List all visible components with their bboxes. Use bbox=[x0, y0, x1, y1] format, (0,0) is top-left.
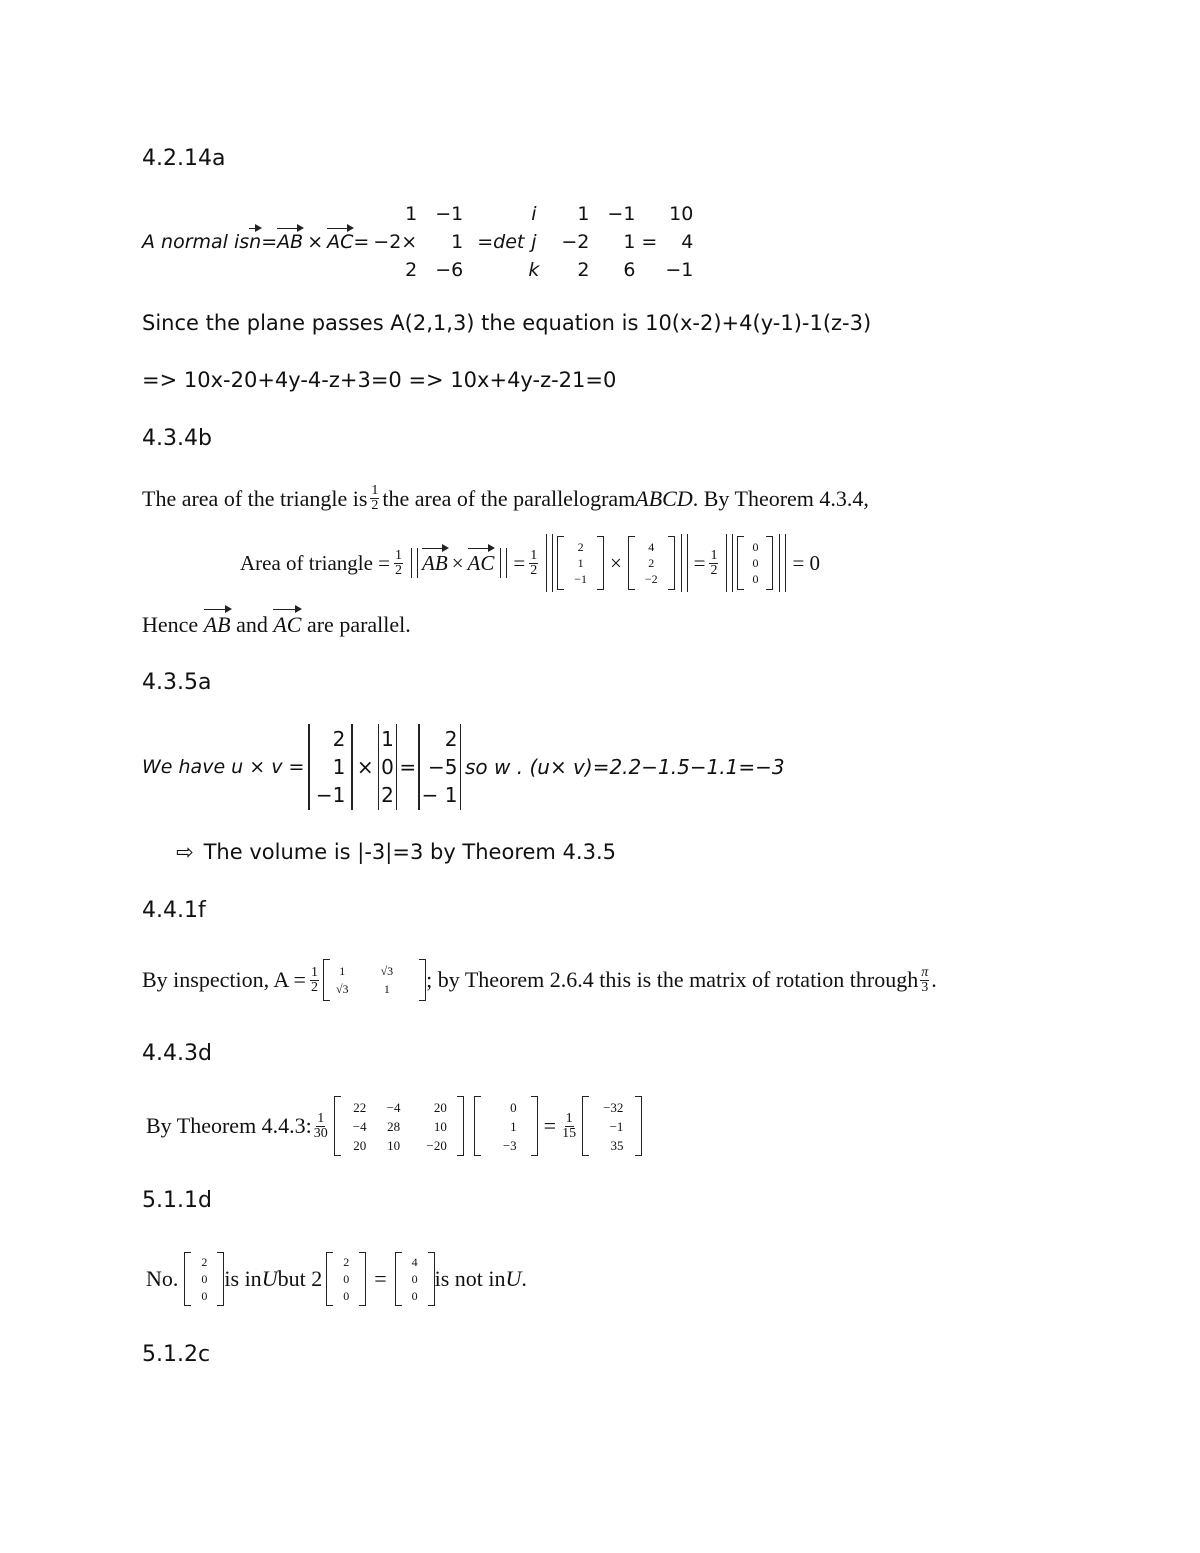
n-vector: n bbox=[249, 231, 262, 253]
equals-sign: = bbox=[543, 1113, 557, 1138]
period: . bbox=[521, 1266, 527, 1291]
ab-vector: AB bbox=[203, 612, 231, 637]
equals-sign: = bbox=[693, 550, 706, 575]
half-fraction: $\frac{1}{2}$ bbox=[310, 964, 318, 995]
normal-vector-equation bbox=[142, 198, 701, 286]
tail-text: ; by Theorem 2.6.4 this is the matrix of rotation through bbox=[426, 967, 919, 992]
vector-scaled: 2 0 0 bbox=[326, 1252, 366, 1306]
ac-vector: AC bbox=[273, 612, 302, 637]
vector-uxv: 2 −5 − 1 bbox=[421, 727, 458, 807]
parallel-conclusion: Hence AB and AC are parallel. bbox=[142, 612, 411, 637]
heading-4-3-5a: 4.3.5a bbox=[142, 670, 212, 695]
times-sign: × bbox=[451, 550, 464, 575]
norm-bar bbox=[726, 534, 733, 592]
equals-sign: = bbox=[399, 755, 417, 779]
text: the area of the parallelogram bbox=[382, 485, 636, 511]
half-fraction: $\frac{1}{2}$ bbox=[710, 547, 718, 578]
result-vector: −32 −1 35 bbox=[582, 1096, 642, 1156]
vector-ac: 4 2 −2 bbox=[628, 536, 675, 590]
rotation-matrix-sentence: By inspection, A = $\frac{1}{2}$ 1 √3 √3 1 ; by Theorem 2.6.4 this is the matrix of rotation through $\frac{\pi}{3}$ . bbox=[142, 956, 937, 1004]
area-result: = 0 bbox=[792, 550, 821, 575]
half-fraction: $\frac{1}{2}$ bbox=[530, 547, 538, 578]
norm-bar bbox=[681, 534, 688, 592]
equals-sign: = bbox=[513, 550, 526, 575]
matrix-col-5: −1 1 6 bbox=[607, 203, 636, 281]
u-label: U bbox=[505, 1266, 522, 1291]
result-col: 10 4 −1 bbox=[665, 203, 694, 281]
u-label: U bbox=[261, 1266, 278, 1291]
cross-product-equation bbox=[142, 724, 785, 810]
norm-bar bbox=[500, 548, 507, 578]
heading-4-4-3d: 4.4.3d bbox=[142, 1041, 212, 1066]
fraction-1-15: $\frac{1}{15}$ bbox=[562, 1110, 577, 1141]
vector-ab: 2 1 −1 bbox=[557, 536, 604, 590]
rotation-matrix: 1 √3 √3 1 bbox=[323, 959, 426, 1001]
matrix-col-2: −1 1 −6 bbox=[435, 203, 464, 281]
matrix-col-1: 1 −2× 2 bbox=[373, 203, 418, 281]
triangle-area-formula bbox=[240, 534, 820, 592]
norm-bar bbox=[546, 534, 553, 592]
vector-u: 2 1 −1 bbox=[315, 727, 346, 807]
heading-5-1-1d: 5.1.1d bbox=[142, 1188, 212, 1213]
ab-vector: AB bbox=[277, 231, 304, 253]
times-sign: × bbox=[307, 231, 324, 253]
lead-text: By Theorem 4.4.3: bbox=[146, 1113, 312, 1138]
equals-sign: = bbox=[353, 231, 370, 253]
lead-text: By inspection, A = bbox=[142, 967, 306, 992]
heading-4-2-14a: 4.2.14a bbox=[142, 146, 226, 171]
vector-in-u: 2 0 0 bbox=[184, 1252, 224, 1306]
heading-4-3-4b: 4.3.4b bbox=[142, 426, 212, 451]
text: is in bbox=[224, 1266, 262, 1291]
heading-5-1-2c: 5.1.2c bbox=[142, 1342, 211, 1367]
no-text: No. bbox=[146, 1266, 179, 1291]
matrix-col-ijk: i j k bbox=[528, 203, 540, 281]
half-fraction: $\frac{1}{2}$ bbox=[395, 547, 403, 578]
lead-text: We have u × v = bbox=[142, 756, 305, 778]
pi-over-3: $\frac{\pi}{3}$ bbox=[921, 964, 929, 995]
det-label: =det bbox=[477, 231, 525, 253]
vector-zero: 0 0 0 bbox=[737, 536, 773, 590]
norm-bar bbox=[411, 548, 418, 578]
times-sign: × bbox=[356, 755, 374, 779]
fraction-1-30: $\frac{1}{30}$ bbox=[313, 1110, 328, 1141]
vector-v: 1 0 2 bbox=[381, 727, 394, 807]
half-fraction: $\frac{1}{2}$ bbox=[371, 483, 379, 513]
equals-sign: = bbox=[261, 231, 278, 253]
text: but 2 bbox=[277, 1266, 323, 1291]
plane-equation-line: Since the plane passes A(2,1,3) the equation is 10(x-2)+4(y-1)-1(z-3) bbox=[142, 311, 872, 335]
ac-vector: AC bbox=[327, 231, 354, 253]
text: The area of the triangle is bbox=[142, 485, 368, 511]
heading-4-4-1f: 4.4.1f bbox=[142, 898, 206, 923]
triangle-area-sentence bbox=[142, 484, 869, 513]
text: is not in bbox=[434, 1266, 506, 1291]
matrix-col-4: 1 −2 2 bbox=[561, 203, 590, 281]
ac-vector: AC bbox=[467, 550, 495, 575]
vector-x: 0 1 −3 bbox=[474, 1096, 538, 1156]
area-label: Area of triangle = bbox=[240, 550, 391, 575]
equals-sign: = bbox=[374, 1266, 387, 1291]
equals-sign: = bbox=[641, 231, 658, 253]
theorem-4-4-3-equation bbox=[146, 1094, 642, 1158]
norm-bar bbox=[779, 534, 786, 592]
volume-line: ⇨ The volume is |-3|=3 by Theorem 4.3.5 bbox=[176, 840, 616, 864]
right-arrow-icon: ⇨ bbox=[176, 840, 194, 864]
vector-result: 4 0 0 bbox=[395, 1252, 435, 1306]
ab-vector: AB bbox=[422, 550, 448, 575]
dot-product-text: so w . (u× v)=2.2−1.5−1.1=−3 bbox=[465, 755, 785, 779]
plane-equation-simplified: => 10x-20+4y-4-z+3=0 => 10x+4y-z-21=0 bbox=[142, 368, 617, 392]
times-sign: × bbox=[610, 550, 622, 575]
subspace-counterexample bbox=[146, 1250, 527, 1308]
matrix-3x3: 22 −4 20 −4 28 10 20 10 −20 bbox=[334, 1096, 464, 1156]
normal-prefix: A normal is bbox=[142, 231, 250, 253]
abcd-label: ABCD bbox=[635, 485, 693, 511]
text: . By Theorem 4.3.4, bbox=[692, 485, 869, 511]
